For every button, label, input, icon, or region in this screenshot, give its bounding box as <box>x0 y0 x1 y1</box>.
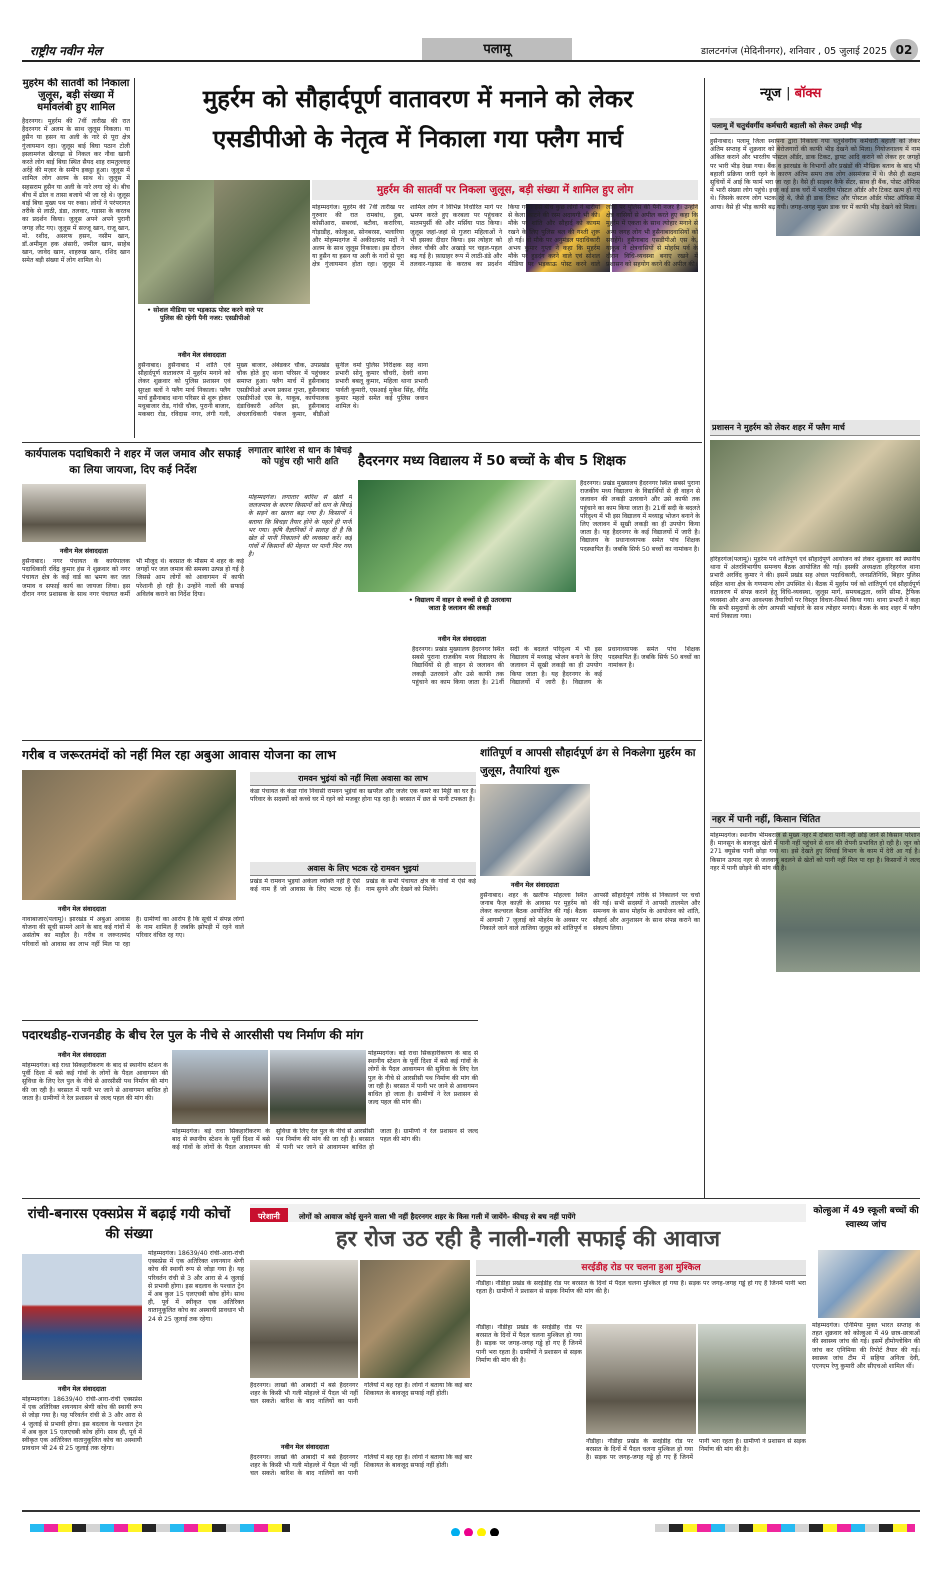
drain-headline: हर रोज उठ रही है नाली-गली सफाई की आवाज <box>335 1227 721 1252</box>
top-headline-line2: एसडीपीओ के नेतृत्व में निकाला गया फ्लैग मार्च <box>213 125 623 153</box>
school-body-continued <box>580 480 700 636</box>
left-headline: मुहर्रम की सातवीं को निकाला जुलूस, बड़ी संख्या में धर्मावलंबी हुए शामिल <box>22 78 130 113</box>
left-column-story <box>22 78 130 438</box>
black-dot <box>490 1528 499 1536</box>
drain-photo-1 <box>250 1260 358 1378</box>
page-number: 02 <box>890 39 918 61</box>
train-photo <box>22 1254 142 1380</box>
peace-headline: शांतिपूर्ण व आपसी सौहार्दपूर्ण ढंग से निकलेगा मुहर्रम का जुलूस, तैयारियां शुरू <box>480 747 696 777</box>
top-story-byline: नवीन मेल संवाददाता <box>177 351 227 359</box>
left-body: हैदरनगर। मुहर्रम की 7वीं तारीख की रात हैदरनगर में अलम के साथ जुलूस निकला। या हुसैन या हसन या अली के नारे से पूरा क्षेत्र गुंजायमान रहा। जुलूस बाई बिघा पठान टोली इस्लामगंज खैरगढ़ा से निकल कर नौवा खानी करते लोग बाई बिघा स्थित सैयद शाह रामतुल्लाह अर्रहे की मज़ार के समीप इकट्ठा हुआ। जुलूस में शामिल लोग अलम के साथ थे। जुलूस में सहसराम हुसैन या अली के नारे लगा रहे थे। बीच बीच में ढोल व तासा बजाये भी जा रहे थे। जुलूस बाई बिघा मुख्य पथ पर रुका। लोगों ने परंपरागत तरीके से लाठी, डंडा, तलवार, गडासा के करतब का प्रदर्शन किया। जुलूस अपने अपने पुरानी जगह लौट गए। जुलूस में सज्जू खान, राजू खान, मो. रशीद, असरफ हसन, नसीम खान, डॉ.अमीमुल हक अंसारी, जमील खान, साहेब खान, जावेद खान, शाहरुख खान, रशिद खान समेत बड़ी संख्या में लोग शामिल थे। <box>22 118 130 265</box>
section-tab <box>422 38 572 62</box>
harihargang-march-photo <box>710 440 920 552</box>
train-byline: नवीन मेल संवाददाता <box>57 1385 107 1393</box>
rail-body: मोहम्मदगंज। बड़े राधा सिकहारीकरण के बाद से स्थानीय स्टेशन के पूर्वी दिशा में बसे कई गांवों के लोगों के पैदल आवागमन की सुविधा के लिए रेल पुल के नीचे से आरसीसी पथ निर्माण की मांग की जा रही है। बरसात में पानी भर जाने से आवागमन बाधित हो जाता है। ग्रामीणों ने रेल प्रशासन से जल्द पहल की मांग की। <box>22 1062 168 1102</box>
health-body: मोहम्मदगंज। एनिमिया मुक्त भारत सप्ताह के तहत शुक्रवार को कोल्हुआ में 49 छात्र-छात्राओं की स्वास्थ्य जांच की गई। इसमें हीमोग्लोबिन की जांच कर एनिमिया की रिपोर्ट तैयार की गई। स्वास्थ्य जांच टीम में सहिया अनिता देवी, एएनएम रेणु कुमारी और सीएचओ शामिल थीं। <box>812 1322 920 1371</box>
waterlog-body: हुसैनाबाद। नगर पंचायत के कार्यपालक पदाधिकारी रविंद्र कुमार हंस ने शुक्रवार को नगर पंचायत क्षेत्र के कई वार्ड का भ्रमण कर जल जमाव व सफाई कार्य का जायजा लिया। इस दौरान नगर प्रशासक के साथ नगर पंचायत कर्मी भी मौजूद थे। बरसात के मौसम में शहर के कई जगहों पर जल जमाव की समस्या उत्पन्न हो गई है जिससे आम लोगों को आवागमन में काफी परेशानी हो रही है। उन्होंने नालों की सफाई अविलंब कराने का निर्देश दिया। <box>22 558 244 598</box>
awas-box1-headline: रामवन भुइंयां को नहीं मिला अवासा का लाभ <box>298 774 428 783</box>
drain-strap <box>250 1204 806 1222</box>
waterlog-photo <box>22 484 146 542</box>
train-headline: रांची-बनारस एक्सप्रेस में बढ़ाई गयी कोचों की संख्या <box>27 1206 231 1242</box>
peace-byline: नवीन मेल संवाददाता <box>510 881 560 889</box>
rail-bridge-photo-1 <box>172 1050 268 1124</box>
awas-box1-body: कंडा पंचायत के कंडा गांव निवासी रामवन भुइंयां का खपरैल और जर्जर एक कमरे का मिट्टी का घर है। परिवार के सदस्यों को कच्चे घर में रहने को मजबूर होना पड़ रहा है। बरसात में छत से पानी टपकता है। <box>250 788 476 804</box>
drain-body2: नौडीहा। नौडीहा प्रखंड के सरईडीह रोड पर बरसात के दिनों में पैदल चलना मुश्किल हो गया है। सड़क पर जगह-जगह गड्ढे हो गए हैं जिनमें पानी भरा रहता है। ग्रामीणों ने प्रशासन से सड़क निर्माण की मांग की है। <box>476 1280 806 1296</box>
awas-box2-headline: अवास के लिए भटक रहे रामवन भुइयां <box>307 864 419 873</box>
awas-body: नावाबाजार(पलामू)। झारखंड में अबुआ आवास योजना की सूची सामने आने के बाद कई गांवों में असंतोष का माहौल है। गरीब व जरूरतमंद परिवारों को आवास का लाभ नहीं मिल पा रहा है। ग्रामीणों का आरोप है कि सूची में संपन्न लोगों के नाम शामिल हैं जबकि झोपड़ी में रहने वाले परिवार वंचित रह गए। <box>22 916 244 948</box>
drain-body: हैदरनगर। लाखों की आबादी में बसे हैदरनगर शहर के किसी भी गली मोहल्ले में पैदल भी नहीं चल सकते। बारिश के बाद नालियों का पानी गलियों में बह रहा है। लोगों ने बताया कि कई बार शिकायत के बावजूद सफाई नहीं होती। <box>250 1454 472 1478</box>
drain-body2-cont-text: नौडीहा। नौडीहा प्रखंड के सरईडीह रोड पर बरसात के दिनों में पैदल चलना मुश्किल हो गया है। सड़क पर जगह-जगह गड्ढे हो गए हैं जिनमें पानी भरा रहता है। ग्रामीणों ने प्रशासन से सड़क निर्माण की मांग की है। <box>476 1324 582 1364</box>
news-box-story1-headline: पलामू में चतुर्थवर्गीय कर्मचारी बहाली को लेकर उमड़ी भीड़ <box>712 121 862 130</box>
waterlog-byline: नवीन मेल संवाददाता <box>59 547 109 555</box>
train-body-right <box>148 1250 244 1504</box>
news-box-story3-headline-bar <box>710 812 920 828</box>
school-body-col: हैदरनगर। प्रखंड मुख्यालय हैदरनगर स्थित सबसे पुराना राजकीय मध्य विद्यालय के विद्यार्थियों से ही वाहन से जलावन की लकड़ी उतरवाने और उसे काफी तक पहुंचाने का काम किया जाता है। 21वीं सदी के बदलते परिदृश्य में भी इस विद्यालय में मध्याह्न भोजन बनाने के लिए जलावन में सूखी लकड़ी का ही उपयोग किया जाता है। यह हैदरनगर के कई विद्यालयों में जारी है। विद्यालय के प्रधानाध्यापक समेत पांच शिक्षक पदस्थापित हैं। जबकि सिर्फ 50 बच्चों का नामांकन है। <box>580 480 700 553</box>
rail-body-cont: मोहम्मदगंज। बड़े राधा सिकहारीकरण के बाद से स्थानीय स्टेशन के पूर्वी दिशा में बसे कई गांवों के लोगों के पैदल आवागमन की सुविधा के लिए रेल पुल के नीचे से आरसीसी पथ निर्माण की मांग की जा रही है। बरसात में पानी भर जाने से आवागमन बाधित हो जाता है। ग्रामीणों ने रेल प्रशासन से जल्द पहल की मांग की। <box>172 1128 478 1152</box>
rail-bridge-photo-2 <box>270 1050 366 1124</box>
rail-body-far <box>368 1050 478 1124</box>
masthead <box>22 38 920 62</box>
awas-headline: गरीब व जरूरतमंदों को नहीं मिल रहा अबुआ आवास योजना का लाभ <box>22 747 336 762</box>
rail-body-far-text: मोहम्मदगंज। बड़े राधा सिकहारीकरण के बाद से स्थानीय स्टेशन के पूर्वी दिशा में बसे कई गांवों के लोगों के पैदल आवागमन की सुविधा के लिए रेल पुल के नीचे से आरसीसी पथ निर्माण की मांग की जा रही है। बरसात में पानी भर जाने से आवागमन बाधित हो जाता है। ग्रामीणों ने रेल प्रशासन से जल्द पहल की मांग की। <box>368 1050 478 1107</box>
rain-body: मोहम्मदगंज। लगातार बारिश से खेतों में जलजमाव के कारण किसानों को धान के बिचड़े के सड़ने का खतरा बढ़ गया है। किसानों ने बताया कि बिचड़ा तैयार होने के पहले ही पानी भर गया। कृषि वैज्ञानिकों ने सलाह दी है कि खेत से पानी निकालने की व्यवस्था करें। कई गांवों में किसानों की मेहनत पर पानी फिर गया है। <box>248 494 352 559</box>
yellow-dot <box>477 1528 486 1536</box>
news-box-story3-headline: नहर में पानी नहीं, किसान चिंतित <box>712 815 821 825</box>
sarayidih-road-photo-2 <box>698 1324 806 1434</box>
rail-byline: नवीन मेल संवाददाता <box>57 1051 107 1059</box>
magenta-dot <box>464 1528 473 1536</box>
registration-strip-left <box>30 1524 290 1532</box>
train-body-right-text: मोहम्मदगंज। 18639/40 रांची-आरा-रांची एक्सप्रेस में एक अतिरिक्त शयनयान श्रेणी कोच की स्थायी रूप से जोड़ा गया है। यह परिवर्तन रांची से 3 और आरा से 4 जुलाई से प्रभावी होगा। इस बदलाव के पश्चात ट्रेन में अब कुल 15 एलएचबी कोच होंगे। साथ ही, पूर्व में स्वीकृत एक अतिरिक्त वातानुकूलित कोच का अस्थायी प्रावधान भी 24 से 25 जुलाई तक रहेगा। <box>148 1250 244 1323</box>
drain-body-mid <box>250 1382 472 1438</box>
top-headline-line1: मुहर्रम को सौहार्दपूर्ण वातावरण में मनाने को लेकर <box>202 85 634 113</box>
top-story-headline <box>138 80 698 172</box>
meeting-photo <box>480 784 590 876</box>
health-check-photo <box>818 1250 920 1318</box>
news-box-label: न्यूज | बॉक्स <box>760 86 822 101</box>
paper-name: राष्ट्रीय नवीन मेल <box>30 44 102 58</box>
drain-subhead-bar <box>476 1260 806 1276</box>
train-body: मोहम्मदगंज। 18639/40 रांची-आरा-रांची एक्सप्रेस में एक अतिरिक्त शयनयान श्रेणी कोच की स्थायी रूप से जोड़ा गया है। यह परिवर्तन रांची से 3 और आरा से 4 जुलाई से प्रभावी होगा। इस बदलाव के पश्चात ट्रेन में अब कुल 15 एलएचबी कोच होंगे। साथ ही, पूर्व में स्वीकृत एक अतिरिक्त वातानुकूलित कोच का अस्थायी प्रावधान भी 24 से 25 जुलाई तक रहेगा। <box>22 1396 142 1453</box>
school-photo-caption: • विद्यालय में वाहन से बच्चों से ही उतरवाया जाता है जलावन की लकड़ी <box>408 596 512 630</box>
drain-subhead: सरईडीह रोड पर चलना हुआ मुश्किल <box>581 1263 701 1273</box>
registration-strip-right <box>655 1524 915 1532</box>
waterlog-headline: कार्यपालक पदाधिकारी ने शहर में जल जमाव और सफाई का लिया जायजा, दिए कई निर्देश <box>25 448 241 476</box>
flag-march-photo-2 <box>214 180 310 304</box>
news-box-story2-headline: प्रशासन ने मुहर्रम को लेकर शहर में फ्लैग मार्च <box>712 423 845 432</box>
drain-photo-2 <box>360 1260 470 1378</box>
drain-body-mid-text: हैदरनगर। लाखों की आबादी में बसे हैदरनगर शहर के किसी भी गली मोहल्ले में पैदल भी नहीं चल सकते। बारिश के बाद नालियों का पानी गलियों में बह रहा है। लोगों ने बताया कि कई बार शिकायत के बावजूद सफाई नहीं होती। <box>250 1382 472 1406</box>
section-name: पलामू <box>483 42 511 57</box>
health-headline: कोल्हुआ में 49 स्कूली बच्चों की स्वास्थ्य जांच <box>813 1206 919 1230</box>
news-box-story2-headline-bar <box>710 420 920 436</box>
news-box-story1-headline-bar <box>710 118 920 134</box>
awas-box1-headline-bar <box>250 772 476 786</box>
sub-story-headline-bar <box>312 180 698 200</box>
cyan-dot <box>451 1528 460 1536</box>
drain-byline: नवीन मेल संवाददाता <box>280 1443 330 1451</box>
rain-headline: लगातार बारिश से धान के बिचड़े को पहुंच रही भारी क्षति <box>248 446 352 467</box>
rail-body-right <box>172 1128 478 1194</box>
hut-photo <box>22 770 236 900</box>
drain-body2-bottom-text: नौडीहा। नौडीहा प्रखंड के सरईडीह रोड पर बरसात के दिनों में पैदल चलना मुश्किल हो गया है। सड़क पर जगह-जगह गड्ढे हो गए हैं जिनमें पानी भरा रहता है। ग्रामीणों ने प्रशासन से सड़क निर्माण की मांग की है। <box>586 1438 806 1462</box>
news-box-story1-body: हुसैनाबाद। पलामू जिला स्थापना द्वारा निकाला गया चतुर्थवर्गीय कर्मचारी बहाली को लेकर अंतिम सप्ताह में शुक्रवार को बेरोजगारों की काफी भीड़ देखने को मिला। नियोजनालय में नाम अंकित कराने और भारतीय पोस्टल ऑर्डर, डाक टिकट, ड्राफ्ट आदि कराने को लेकर हर जगहों पर भारी भीड़ देखा गया। बैंक व झारखंड के विभागों और प्रखंडों की मौखिक बताव के बाद भी बहाली प्रक्रिया जारी रहने के कारण अंतिम समय तक लोग असमंजस में थे। जैसे ही सक्षम सूचियों में आई कि फार्म भरा जा रहा है। वैसे ही साइबर कैफे सेंटर, साथ ही बैंक, पोस्ट ऑफिस में भारी संख्या लोग पहुंचे। इधर कई डाक घरों में भारतीय पोस्टल ऑर्डर और टिकट खत्म हो गए थे। जिसके कारण लोग भटक रहे थे, जैसे ही डाक टिकट और पोस्टल ऑर्डर पोस्ट ऑफिस में आया। वैसे ही भीड़ काफी बढ़ गयी। जगह-जगह मुख्य डाक घर में काफी भीड़ देखने को मिला। <box>710 138 920 211</box>
top-story-body: हुसैनाबाद। हुसैनाबाद में शांति एवं सौहार्दपूर्ण वातावरण में मुहर्रम मनाने को लेकर शुक्रवार को पुलिस प्रशासन एवं सुरक्षा बलों ने फ्लैग मार्च निकाला। फ्लैग मार्च हुसैनाबाद थाना परिसर से शुरू होकर मधुबाजार रोड, गांधी चौक, पुरानी बाजार, मकबरा रोड, रविदास नगर, लंगी गली, मुख्य बाजार, अंबेडकर चौक, उपप्रखंड चौक होते हुए थाना परिसर में पहुंचकर समाप्त हुआ। फ्लैग मार्च में हुसैनाबाद एसडीपीओ अभय प्रकाश गुप्ता, हुसैनाबाद एसडीपीओ एस के, याकूब, कार्यपालक दंडाधिकारी अनिल झा, हुसैनाबाद अंचलाधिकारी पंकज कुमार, बीडीओ सुनील वर्मा पुलिस निरीक्षक सह थाना प्रभारी सोनू कुमार चौधरी, देवरी थाना प्रभारी बबलू कुमार, महिला थाना प्रभारी पार्वती कुमारी, एसआई मुकेश सिंह, वीरेंद्र कुमार महतो समेत कई पुलिस जवान शामिल थे। <box>138 362 428 419</box>
rail-headline: पदारथडीह-राजनडीह के बीच रेल पुल के नीचे से आरसीसी पथ निर्माण की मांग <box>22 1028 364 1042</box>
school-photo <box>358 480 576 592</box>
news-box-label-2: बॉक्स <box>794 86 822 101</box>
awas-box2-body: प्रखंड में रामवन भुइयां अकेला व्यक्ति नहीं है ऐसे कई नाम हैं जो आवास के लिए भटक रहे हैं। प्रखंड के सभी पंचायत क्षेत्र के गांवों में ऐसे कई नाम सुनने और देखने को मिलेंगे। <box>250 878 476 894</box>
sub-story-headline: मुहर्रम की सातवीं पर निकला जुलूस, बड़ी संख्या में शामिल हुए लोग <box>376 184 634 196</box>
school-body: हैदरनगर। प्रखंड मुख्यालय हैदरनगर स्थित सबसे पुराना राजकीय मध्य विद्यालय के विद्यार्थियों से ही वाहन से जलावन की लकड़ी उतरवाने और उसे काफी तक पहुंचाने का काम किया जाता है। 21वीं सदी के बदलते परिदृश्य में भी इस विद्यालय में मध्याह्न भोजन बनाने के लिए जलावन में सूखी लकड़ी का ही उपयोग किया जाता है। यह हैदरनगर के कई विद्यालयों में जारी है। विद्यालय के प्रधानाध्यापक समेत पांच शिक्षक पदस्थापित हैं। जबकि सिर्फ 50 बच्चों का नामांकन है। <box>412 646 700 686</box>
sub-story-body: मोहम्मदगंज। मुहर्रम की 7वीं तारीख पर गुरुवार की रात रामबांध, दुबा, कोसीआरा, सबरवां, बटौवा, करारिया, गोड़ाडीह, कोल्हुआ, सोनबरसा, भलारिया और मोहम्मदगंज में अकीदतमंद मदों ने अलम के साथ जुलूस निकाला। इस दौरान या हुसैन या हसन या अली के नारों से पूरा क्षेत्र गुंजायमान होता रहा। जुलूस में शामिल लोग ने विभिन्न निर्धारित मार्ग पर भ्रमण करते हुए करबला पर पहुंचकर मातमपुर्सी की और मर्सिया पाठ किया। जुलूस जहां-जहां से गुजरा महिलाओं ने भी इसका दीदार किया। इस त्योहार को लेकर चौकी और अखाड़े पर चहल-पहल बढ़ गई है। फ़ाग्राहर रूप में लाठी-डंडे और तलवार-गड़ासा के करतब का प्रदर्शन किया गया। इस बीच कुछ लोगों ने बारीयां से केला काटने की रस्म अदायगी भी की। मौके पर शांति और सौहार्द को कायम रखने के लिए पुलिस बल की गश्ती शुरू हो गई। वो मौके पर अनुमंडल पदाधिकारी अभय कुमार गुप्ता ने कहा कि मुहर्रम मौके पर हुड़दंग करने वाले एवं सोशल मीडिया पर भड़काऊ पोस्ट करने वाले लोगों पर पुलिस की पैनी नजर है। उन्होंने क्षेत्र वासियों से अपील करते हुए कहा कि मुहर्रम में एकता के साथ त्योहार मनाने से अन्य जगह लोग भी हुसैनाबादवासियों को सराहेंगे। हुसैनाबाद एसडीपीओ एस के, याकूब ने क्षेत्रवासियों से मोहर्रम पर्व के दौरान विधि-व्यवस्था बनाए रखने में प्रशासन को सहयोग करने की अपील की। <box>312 204 698 269</box>
news-box-story3-body: मोहम्मदगंज। स्थानीय भीमबराज से मुख्य नहर में दोबारा पानी नहीं छोड़े जाने से किसान परेशान हैं। मानसून के बावजूद खेतों में पानी नहीं पहुंचने से धान की रोपनी प्रभावित हो रही है। जून को 271 क्यूसेक पानी छोड़ा गया था। इसे देखते हुए सिंचाई विभाग के काम में देरी आ गई है। किसान उत्पाद नहर से जलवायु बदलने से खेतों को पानी नहीं मिल पा रहा है। किसानों ने जल्द नहर में पानी छोड़ने की मांग की है। <box>710 832 920 872</box>
awas-box2-headline-bar <box>250 862 476 876</box>
drain-strap-text: लोगों को आवाज कोई सुनने वाला भी नहीं हैदरनगर शहर के किस गली में जायेंगे- कीचड़ से बच नहीं पायेंगे <box>298 1212 576 1221</box>
drain-body2-bottom <box>586 1438 806 1504</box>
news-box-story2-body: हरिहरगंज(पलामू)। मुहर्रम पर्व शांतिपूर्ण एवं सौहार्दपूर्ण आयोजन को लेकर शुक्रवार को स्थानीय थाना में अंतरविभागीय समन्वय बैठक आयोजित की गई। इसकी अध्यक्षता हरिहरगंज थाना प्रभारी अरविंद कुमार ने की। इसमें प्रखंड सह अंचल पदाधिकारी, जनप्रतिनिधि, बिहार पुलिस सहित थाना क्षेत्र के गणमान्य लोग उपस्थित थे। बैठक में मुहर्रम पर्व को शांतिपूर्ण एवं सौहार्दपूर्ण वातावरण में संपन्न कराने हेतु विधि-व्यवस्था, जुलूस मार्ग, समयबद्धता, ध्वनि सीमा, ट्रैफिक व्यवस्था और अन्य आवश्यक तैयारियों पर विस्तृत विचार-विमर्श किया गया। थाना प्रभारी ने कहा कि सभी समुदायों के लोग आपसी भाईचारे के साथ त्योहार मनाएं। बैठक के बाद शहर में फ्लैग मार्च निकाला गया। <box>710 556 920 621</box>
sarayidih-road-photo-1 <box>586 1324 696 1434</box>
peace-body: हुसैनाबाद। शहर के खलीफ मोहल्ला स्थित जनाब फैज़ काज़ी के आवास पर मुहर्रम को लेकर कल्चरल बैठक आयोजित की गई। बैठक में आगामी 7 जुलाई को मोहर्रम के अवसर पर निकाले जाने वाले ताजिया जुलूस को शांतिपूर्ण व आपसी सौहार्दपूर्ण तरीके से निकालने पर चर्चा की गई। सभी सदस्यों ने आपसी तालमेल और समन्वय के साथ मोहर्रम के आयोजन को शांति, सौहार्द और अनुशासन के साथ संपन्न कराने का संकल्प लिया। <box>480 892 700 932</box>
school-byline: नवीन मेल संवाददाता <box>437 635 487 643</box>
drain-strap-tag: परेशानी <box>250 1208 288 1222</box>
drain-body2-cont <box>476 1324 582 1504</box>
awas-byline: नवीन मेल संवाददाता <box>57 905 107 913</box>
news-box-label-1: न्यूज <box>760 86 782 101</box>
flag-march-photo-caption: • सोशल मीडिया पर भड़काऊ पोस्ट करने वाले पर पुलिस की रहेगी पैनी नजर: एसडीपीओ <box>140 306 270 346</box>
registration-color-bar <box>400 1522 550 1536</box>
school-headline: हैदरनगर मध्य विद्यालय में 50 बच्चों के बीच 5 शिक्षक <box>358 453 626 469</box>
dateline: डालटनगंज (मेदिनीनगर), शनिवार , 05 जुलाई 2025 <box>700 46 887 57</box>
